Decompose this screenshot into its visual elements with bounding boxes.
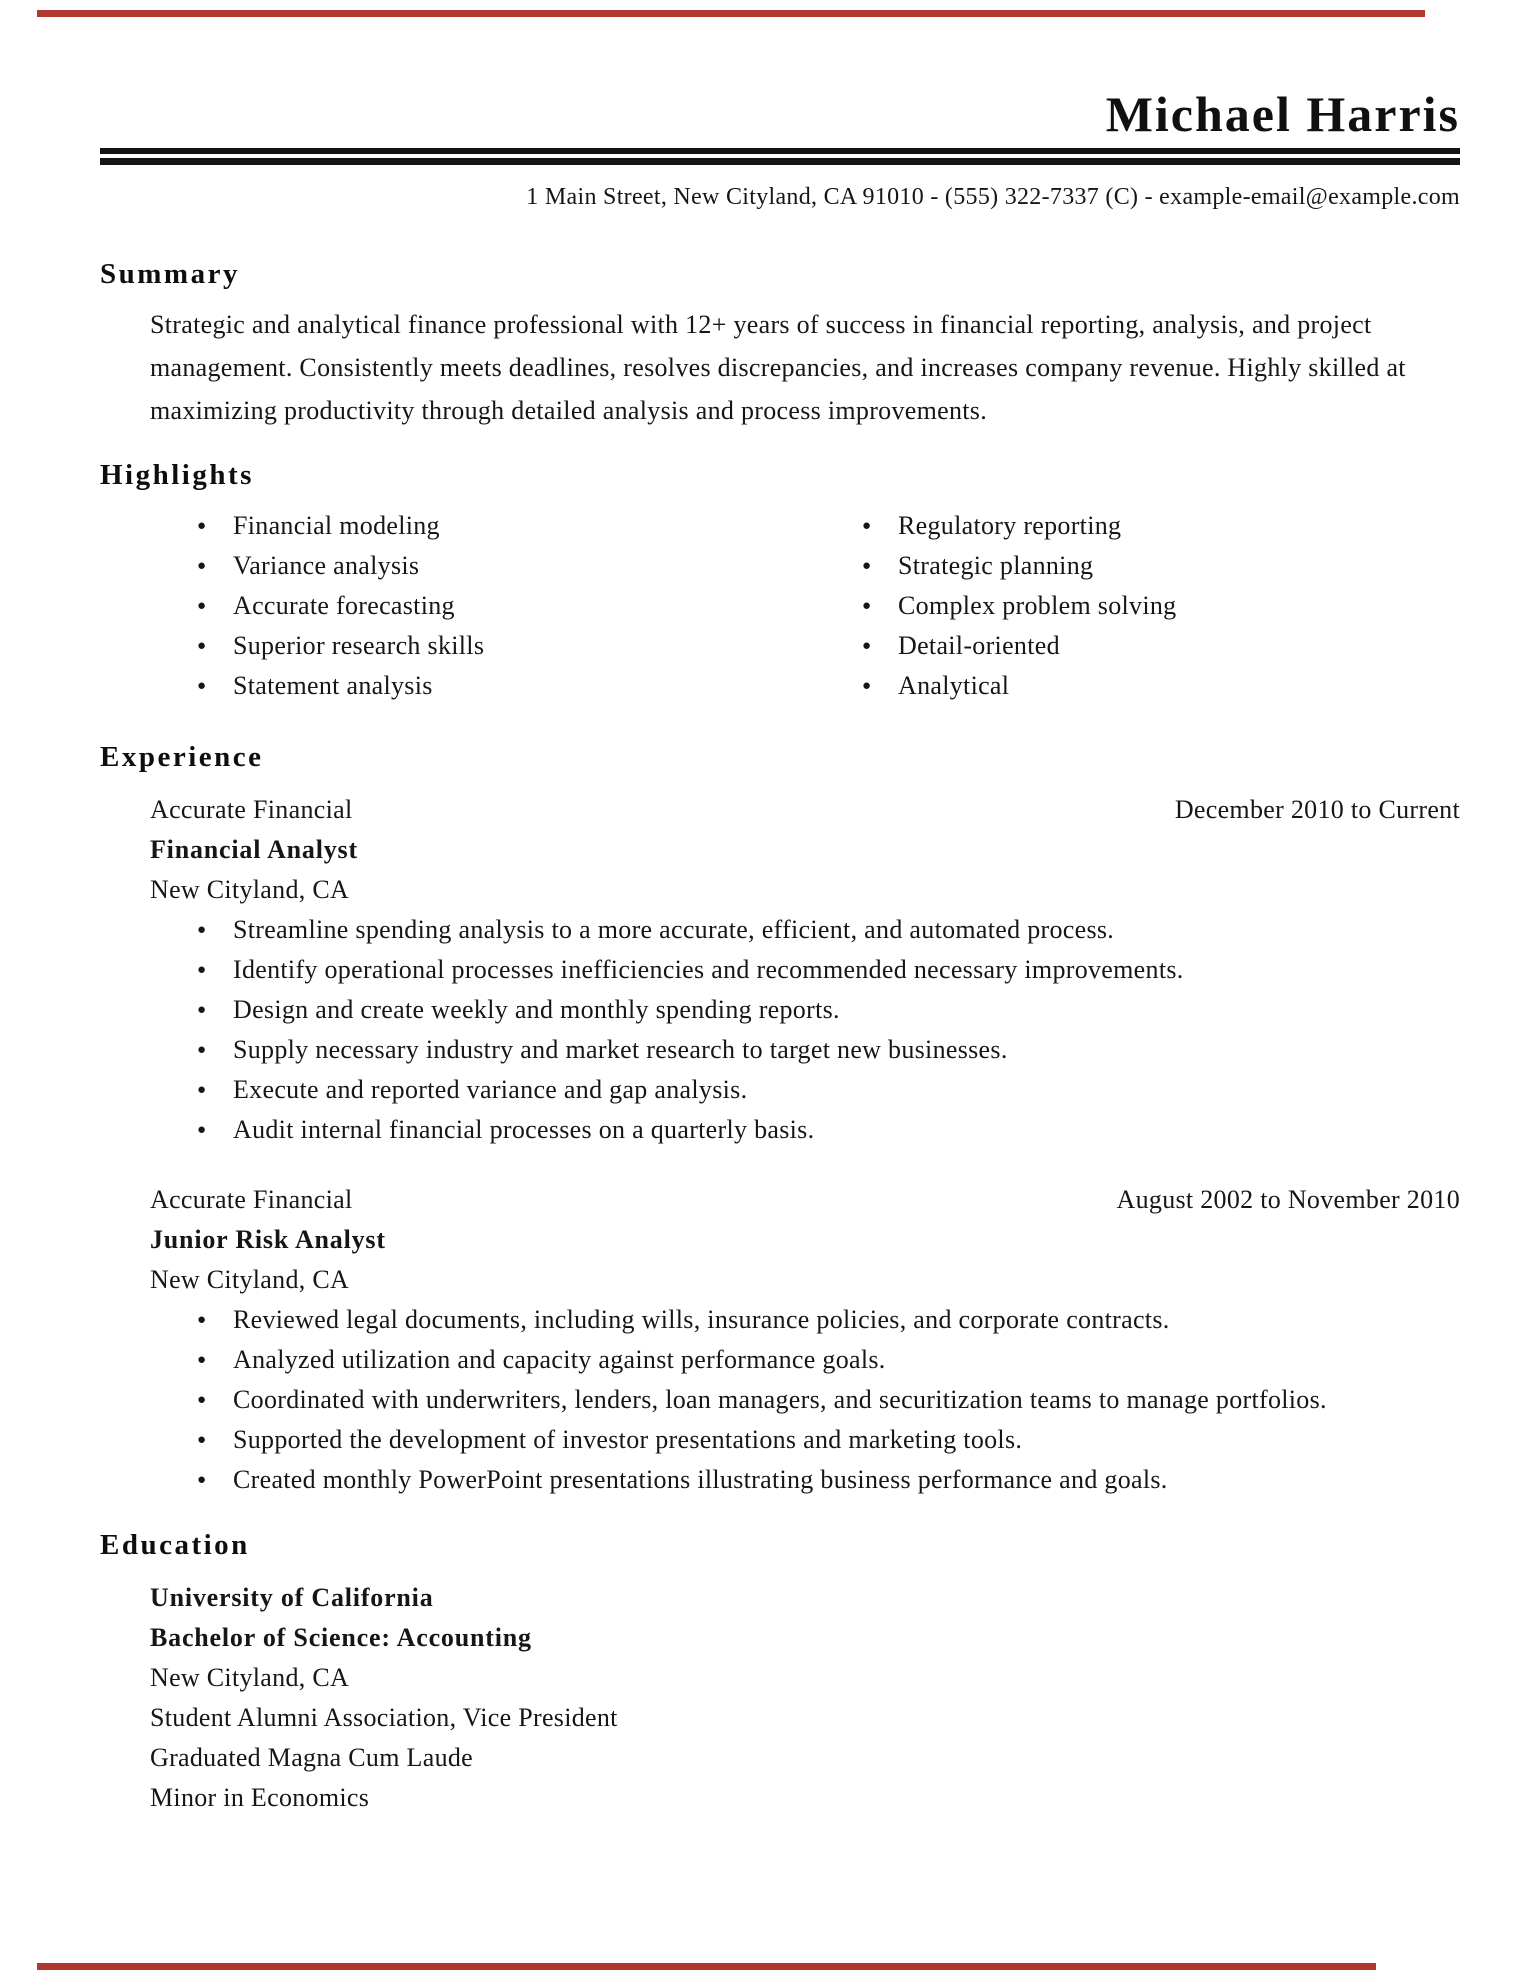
highlights-section (100, 458, 1460, 706)
highlights-heading: Highlights (100, 459, 254, 491)
bottom-accent-bar (37, 1963, 1376, 1970)
bullet-item: ● Audit internal financial processes on a quarterly basis. (195, 1110, 1405, 1150)
education-section (100, 1528, 1460, 1818)
bullet-item: ● Reviewed legal documents, including wills, insurance policies, and corporate contracts. (195, 1300, 1405, 1340)
bullet-item: ● Supported the development of investor presentations and marketing tools. (195, 1420, 1405, 1460)
job-company: Accurate Financial (150, 1185, 353, 1214)
education-detail: Graduated Magna Cum Laude (150, 1743, 474, 1772)
job-bullet-list (195, 910, 1460, 1150)
bullet-item: ● Design and create weekly and monthly spending reports. (195, 990, 1405, 1030)
experience-section (100, 740, 1460, 1500)
bullet-item: ● Regulatory reporting (860, 506, 1176, 546)
bullet-item: ● Superior research skills (195, 626, 860, 666)
education-institution: University of California (150, 1583, 434, 1612)
bullet-item: ● Created monthly PowerPoint presentations illustrating business performance and goals. (195, 1460, 1405, 1500)
summary-heading: Summary (100, 258, 240, 290)
job-header-row (150, 790, 1460, 830)
bullet-item: ● Streamline spending analysis to a more accurate, efficient, and automated process. (195, 910, 1405, 950)
job-dates: August 2002 to November 2010 (1116, 1185, 1460, 1214)
bullet-item: ● Complex problem solving (860, 586, 1176, 626)
highlights-right-column (860, 506, 1176, 706)
bullet-item: ● Supply necessary industry and market research to target new businesses. (195, 1030, 1405, 1070)
bullet-item: ● Strategic planning (860, 546, 1176, 586)
bullet-item: ● Accurate forecasting (195, 586, 860, 626)
person-name: Michael Harris (1105, 86, 1460, 142)
job-title: Financial Analyst (150, 835, 358, 864)
job-entry (150, 1180, 1460, 1500)
summary-section (100, 257, 1460, 432)
summary-text: Strategic and analytical finance professional with 12+ years of success in financial reporting, analysis, and project management. Consistently meets deadlines, resolves discrepancies, and increases company revenue. Highly skilled at maximizing productivity through detailed analysis and process improvements. (150, 310, 1406, 425)
bullet-item: ● Detail-oriented (860, 626, 1176, 666)
education-degree: Bachelor of Science: Accounting (150, 1623, 532, 1652)
job-header-row (150, 1180, 1460, 1220)
highlights-columns (100, 506, 1460, 706)
job-location: New Cityland, CA (150, 1265, 350, 1294)
job-entry (150, 790, 1460, 1150)
contact-line: 1 Main Street, New Cityland, CA 91010 - (555) 322-7337 (C) - example-email@example.com (526, 184, 1460, 210)
job-company: Accurate Financial (150, 795, 353, 824)
bullet-item: ● Financial modeling (195, 506, 860, 546)
education-detail: Student Alumni Association, Vice President (150, 1703, 618, 1732)
bullet-item: ● Variance analysis (195, 546, 860, 586)
education-entry (150, 1578, 1460, 1818)
experience-heading: Experience (100, 741, 264, 773)
job-bullet-list (195, 1300, 1460, 1500)
bullet-item: ● Execute and reported variance and gap analysis. (195, 1070, 1405, 1110)
education-location: New Cityland, CA (150, 1663, 350, 1692)
job-title: Junior Risk Analyst (150, 1225, 386, 1254)
bullet-item: ● Analytical (860, 666, 1176, 706)
highlights-left-column (195, 506, 860, 706)
education-heading: Education (100, 1529, 250, 1561)
bullet-item: ● Analyzed utilization and capacity against performance goals. (195, 1340, 1405, 1380)
bullet-item: ● Coordinated with underwriters, lenders, loan managers, and securitization teams to manage portfolios. (195, 1380, 1405, 1420)
header-divider-rule (100, 148, 1460, 165)
bullet-item: ● Statement analysis (195, 666, 860, 706)
job-location: New Cityland, CA (150, 875, 350, 904)
top-accent-bar (37, 10, 1425, 17)
job-dates: December 2010 to Current (1174, 795, 1460, 824)
education-detail: Minor in Economics (150, 1783, 370, 1812)
bullet-item: ● Identify operational processes inefficiencies and recommended necessary improvements. (195, 950, 1405, 990)
